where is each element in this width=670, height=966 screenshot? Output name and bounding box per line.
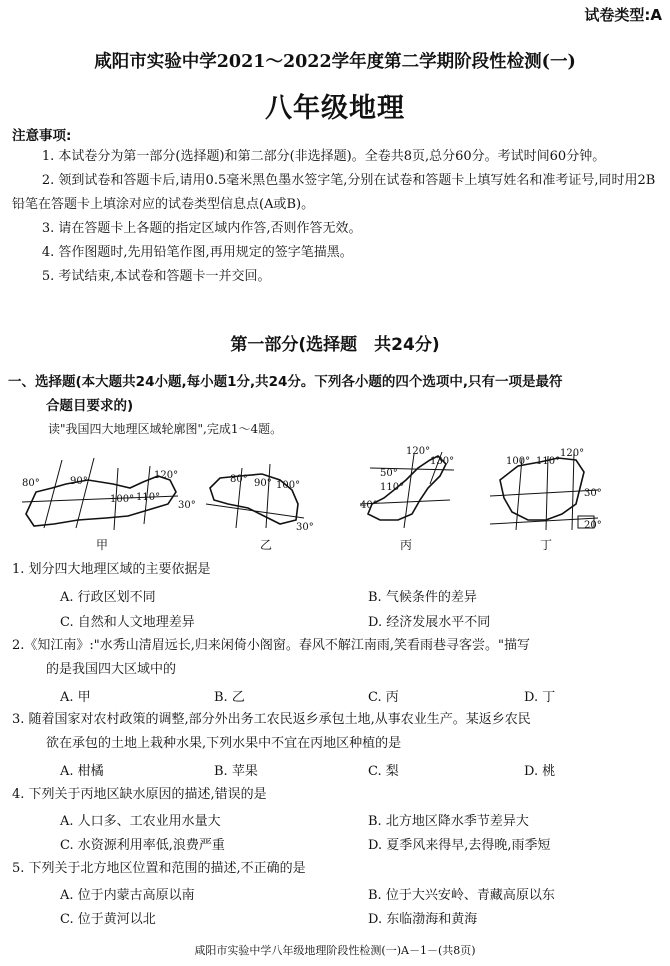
- paper-type-label: 试卷类型:A: [584, 6, 662, 24]
- answer-option: A. 行政区划不同: [60, 590, 156, 605]
- region-map-jia-outline: [18, 444, 196, 534]
- answer-option: A. 人口多、工农业用水量大: [60, 814, 221, 829]
- answer-option: D. 经济发展水平不同: [368, 615, 491, 630]
- notice-list: [12, 145, 658, 289]
- region-map-ding-outline: [480, 444, 620, 534]
- section-instructions-line: 合题目要求的): [46, 398, 134, 414]
- answer-option: C. 水资源利用率低,浪费严重: [60, 838, 225, 853]
- notice-heading: 注意事项:: [12, 128, 72, 144]
- map-label: 30°: [296, 522, 314, 533]
- question-stem-line: 2.《知江南》:"水秀山清眉远长,归来闲倚小阁窗。春风不解江南雨,笑看雨巷寻客尝。"描写: [12, 638, 531, 653]
- map-label: 120°: [154, 470, 179, 481]
- region-map-yi: [200, 444, 320, 552]
- region-map-bing-outline: [350, 444, 470, 534]
- answer-option: B. 北方地区降水季节差异大: [368, 814, 529, 829]
- map-label: 110°: [536, 456, 561, 467]
- map-label: 50°: [380, 468, 398, 479]
- region-map-bing: [350, 444, 470, 552]
- answer-option: B. 乙: [214, 690, 245, 705]
- exam-title: 咸阳市实验中学2021～2022学年度第二学期阶段性检测(一): [94, 52, 576, 72]
- answer-option: A. 柑橘: [60, 764, 104, 779]
- region-map-ding: [480, 444, 620, 552]
- section-instructions-line: 一、选择题(本大题共24小题,每小题1分,共24分。下列各小题的四个选项中,只有一项是最符: [8, 374, 563, 390]
- map-label: 40°: [360, 500, 378, 511]
- answer-option: C. 自然和人文地理差异: [60, 615, 195, 630]
- page-footer: 咸阳市实验中学八年级地理阶段性检测(一)A－1－(共8页): [194, 944, 476, 957]
- subject-title: 八年级地理: [265, 93, 405, 124]
- map-label: 80°: [22, 478, 40, 489]
- question-stem-line: 5. 下列关于北方地区位置和范围的描述,不正确的是: [12, 861, 306, 876]
- map-label: 90°: [70, 476, 88, 487]
- question-stem: [12, 634, 660, 682]
- map-label: 20°: [584, 520, 602, 531]
- map-caption: 丙: [400, 538, 413, 552]
- map-label: 100°: [506, 456, 531, 467]
- notice-item: 5. 考试结束,本试卷和答题卡一并交回。: [41, 269, 271, 284]
- map-label: 100°: [110, 494, 135, 505]
- question-stem: [12, 857, 660, 881]
- question-stem: [12, 783, 660, 807]
- answer-option: C. 梨: [368, 764, 399, 779]
- part-title: 第一部分(选择题 共24分): [230, 335, 440, 355]
- answer-option: D. 东临渤海和黄海: [368, 912, 478, 927]
- answer-option: B. 气候条件的差异: [368, 590, 477, 605]
- question-stem-line: 欲在承包的土地上栽种水果,下列水果中不宜在丙地区种植的是: [46, 736, 402, 751]
- answer-option: B. 位于大兴安岭、青藏高原以东: [368, 888, 555, 903]
- map-label: 120°: [406, 446, 431, 457]
- answer-option: D. 桃: [524, 764, 556, 779]
- question-stem: [12, 558, 660, 582]
- map-label: 110°: [380, 482, 405, 493]
- region-map-yi-outline: [200, 444, 320, 534]
- region-map-jia: [18, 444, 196, 552]
- answer-option: D. 丁: [524, 690, 556, 705]
- map-label: 90°: [254, 478, 272, 489]
- map-label: 80°: [230, 474, 248, 485]
- answer-option: A. 位于内蒙古高原以南: [60, 888, 195, 903]
- map-caption: 乙: [260, 538, 273, 552]
- answer-option: C. 位于黄河以北: [60, 912, 156, 927]
- map-label: 110°: [136, 492, 161, 503]
- map-label: 30°: [584, 488, 602, 499]
- map-caption: 甲: [96, 538, 109, 552]
- map-caption: 丁: [540, 538, 553, 552]
- question-stem-line: 的是我国四大区域中的: [46, 662, 177, 677]
- notice-item: 2. 领到试卷和答题卡后,请用0.5毫米黑色墨水签字笔,分别在试卷和答题卡上填写姓名和准考证号,同时用2B铅笔在答题卡上填涂对应的试卷类型信息点(A或B)。: [12, 173, 656, 212]
- notice-item: 3. 请在答题卡上各题的指定区域内作答,否则作答无效。: [41, 221, 362, 236]
- answer-option: D. 夏季风来得早,去得晚,雨季短: [368, 838, 551, 853]
- question-stem: [12, 708, 660, 756]
- question-stem-line: 1. 划分四大地理区域的主要依据是: [12, 562, 211, 577]
- map-label: 130°: [430, 456, 455, 467]
- map-label: 30°: [178, 500, 196, 511]
- question-stem-line: 3. 随着国家对农村政策的调整,部分外出务工农民返乡承包土地,从事农业生产。某返乡农民: [12, 712, 531, 727]
- section-instructions: [8, 370, 658, 418]
- notice-item: 1. 本试卷分为第一部分(选择题)和第二部分(非选择题)。全卷共8页,总分60分。考试时间60分钟。: [41, 149, 606, 164]
- question-stem-line: 4. 下列关于丙地区缺水原因的描述,错误的是: [12, 787, 267, 802]
- map-reading-prompt: 读"我国四大地理区域轮廓图",完成1～4题。: [48, 422, 283, 436]
- map-label: 100°: [276, 480, 301, 491]
- answer-option: B. 苹果: [214, 764, 258, 779]
- answer-option: A. 甲: [60, 690, 91, 705]
- map-label: 120°: [560, 448, 585, 459]
- notice-item: 4. 答作图题时,先用铅笔作图,再用规定的签字笔描黑。: [41, 245, 353, 260]
- answer-option: C. 丙: [368, 690, 399, 705]
